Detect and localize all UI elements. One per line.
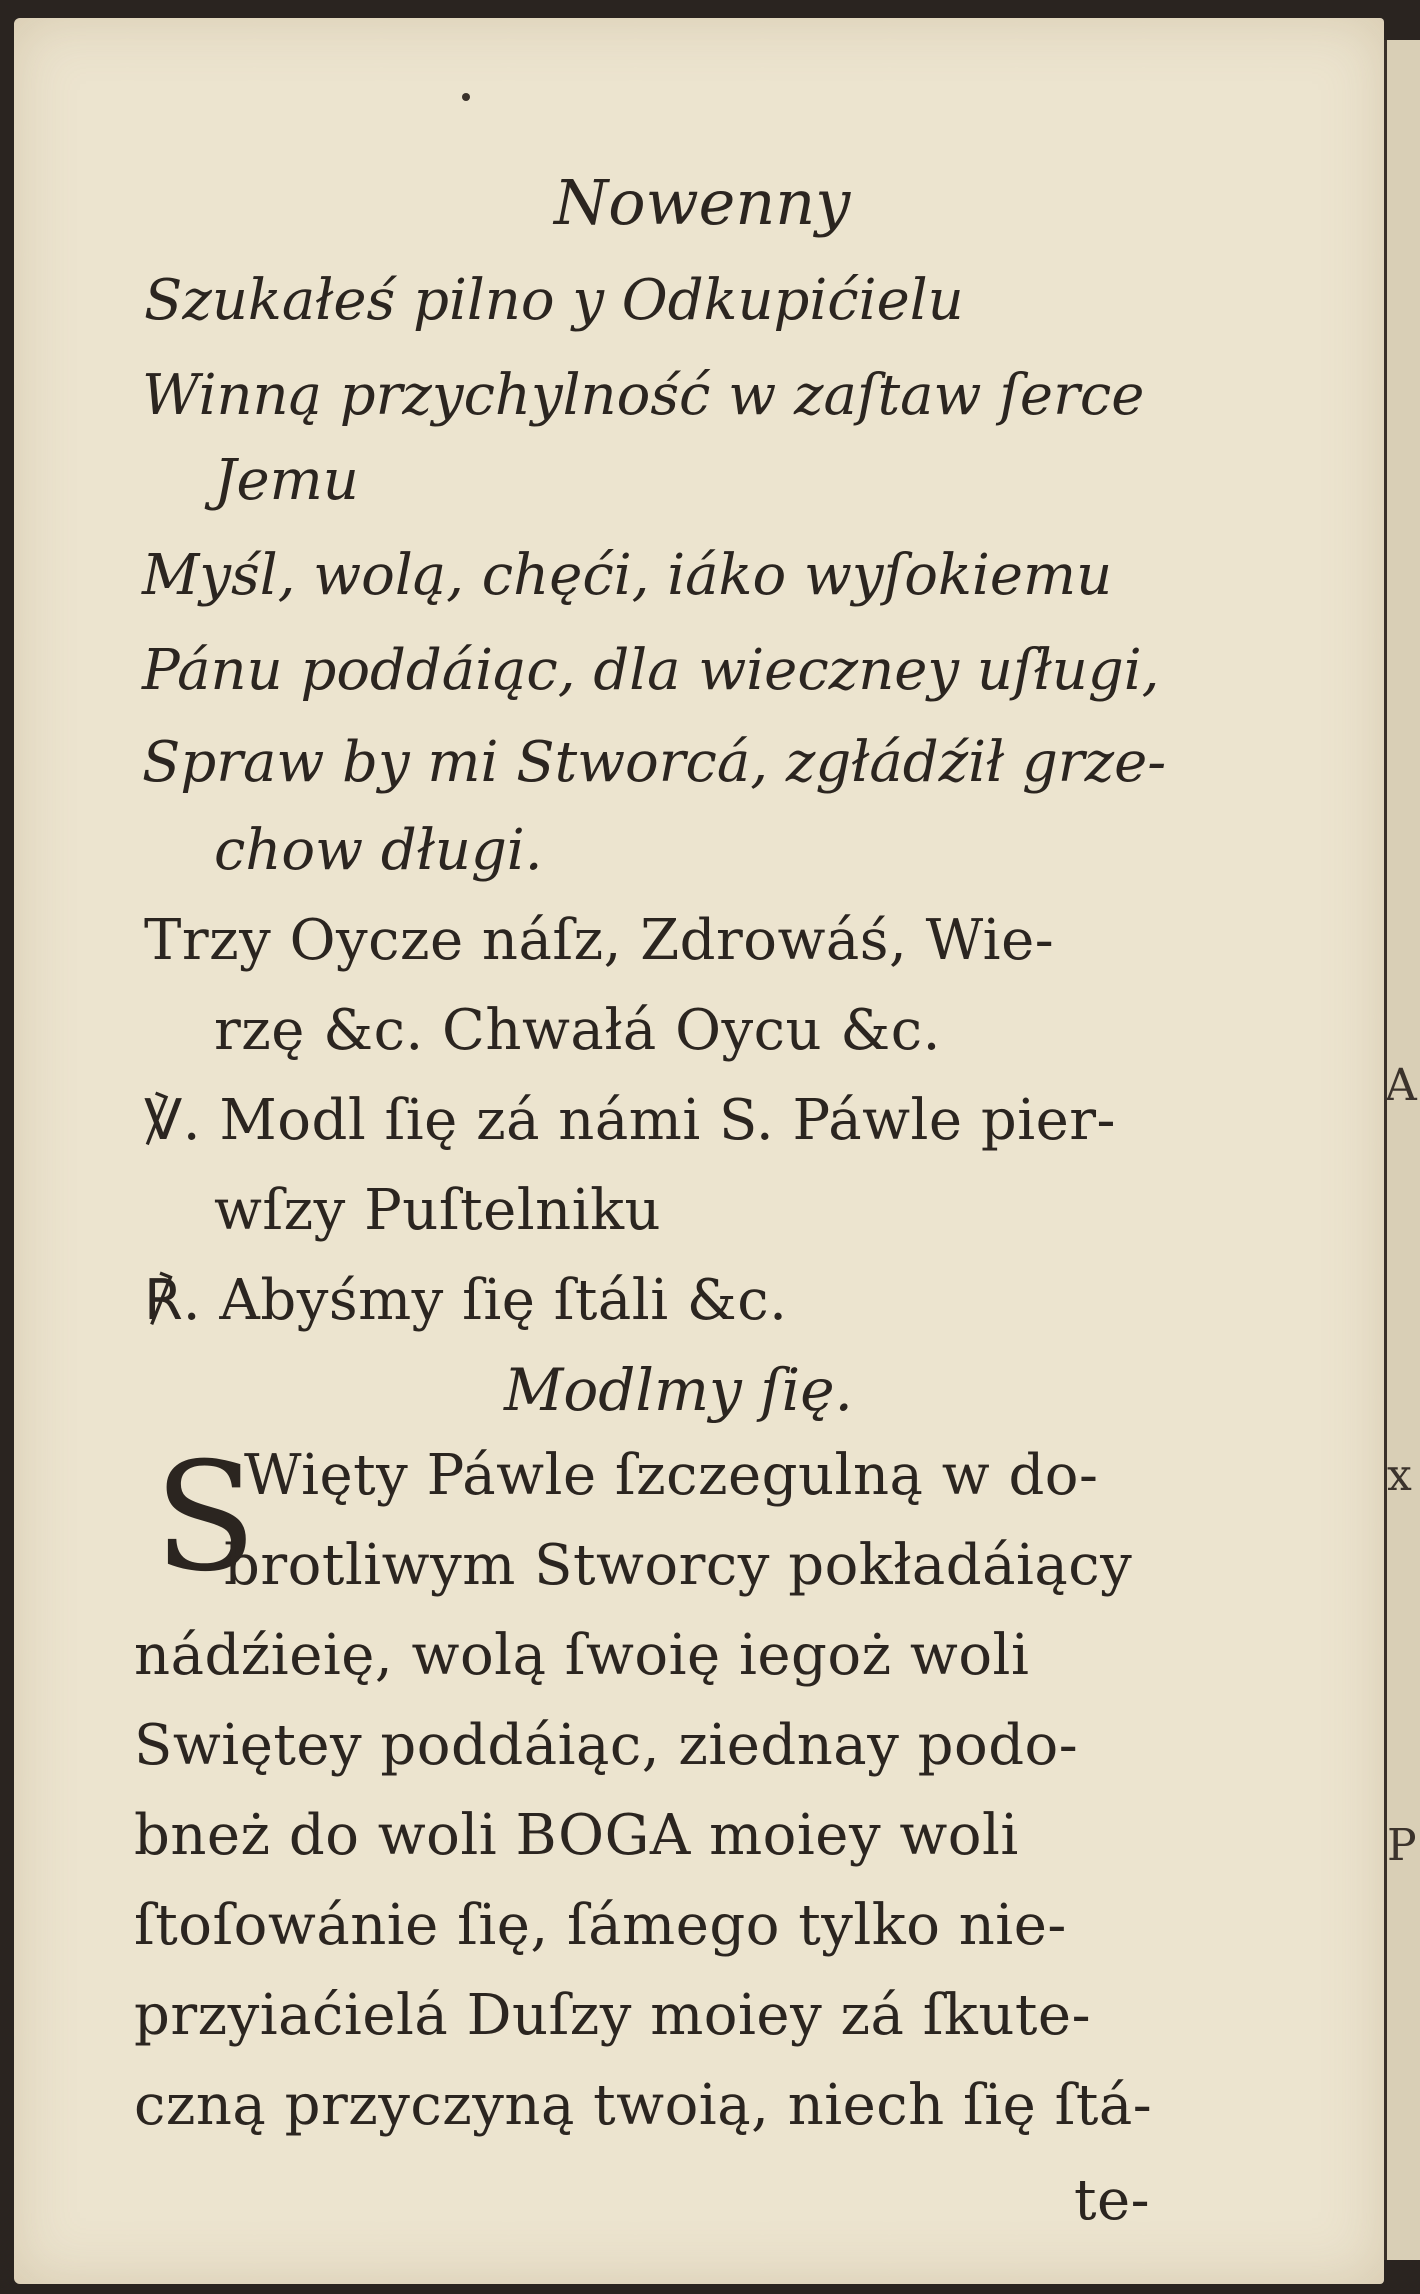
verse-line: Pánu poddáiąc, dla wieczney uſługi,: [142, 638, 1160, 703]
body-line: nádźieię, wolą ſwoię iegoż woli: [134, 1623, 1030, 1688]
body-line: Więty Páwle ſzczegulną w do-: [244, 1443, 1099, 1508]
page-title: Nowenny: [554, 166, 851, 239]
prayer-line: Trzy Oycze náſz, Zdrowáś, Wie-: [144, 908, 1055, 973]
body-line: bneż do woli BOGA moiey woli: [134, 1803, 1019, 1868]
next-page-edge: [1384, 40, 1420, 2260]
edge-letter: x: [1387, 1450, 1412, 1501]
subheading: Modlmy ſię.: [504, 1356, 853, 1424]
verse-line: chow długi.: [214, 818, 543, 883]
versicle-line: ℣. Modl ſię zá námi S. Páwle pier-: [144, 1088, 1116, 1153]
edge-letter: A: [1385, 1060, 1417, 1111]
book-page: [14, 18, 1384, 2284]
body-line: przyiaćielá Duſzy moiey zá ſkute-: [134, 1983, 1091, 2048]
verse-line: Myśl, wolą, chęći, iáko wyſokiemu: [142, 543, 1113, 608]
verse-line: Szukałeś pilno y Odkupićielu: [144, 268, 964, 333]
body-line: czną przyczyną twoią, niech ſię ſtá-: [134, 2073, 1153, 2138]
verse-line: Spraw by mi Stworcá, zgłádźił grze-: [142, 730, 1167, 795]
ink-dot: [462, 93, 470, 101]
body-line: brotliwym Stworcy pokładáiący: [224, 1533, 1133, 1598]
body-line: ſtoſowánie ſię, ſámego tylko nie-: [134, 1893, 1067, 1958]
body-line: Swiętey poddáiąc, ziednay podo-: [134, 1713, 1079, 1778]
edge-letter: P: [1387, 1820, 1417, 1871]
verse-line: Jemu: [214, 448, 359, 513]
prayer-line: wſzy Puſtelniku: [214, 1178, 662, 1243]
drop-cap: S: [154, 1431, 257, 1605]
catchword: te-: [1074, 2168, 1151, 2233]
response-line: ℟. Abyśmy ſię ſtáli &c.: [144, 1268, 788, 1333]
prayer-line: rzę &c. Chwałá Oycu &c.: [214, 998, 941, 1063]
verse-line: Winną przychylność w zaſtaw ſerce: [142, 363, 1145, 428]
